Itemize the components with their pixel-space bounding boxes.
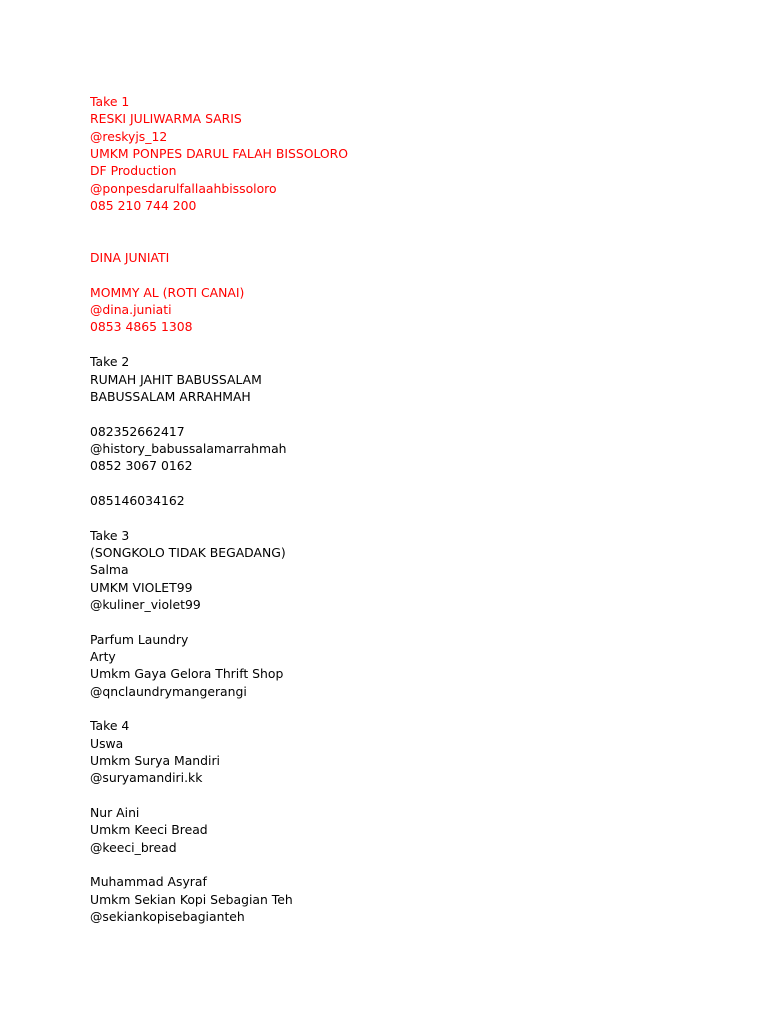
blank-line [90,475,730,492]
text-line: RUMAH JAHIT BABUSSALAM [90,371,262,387]
text-line: Take 1 [90,94,130,109]
text-line: @suryamandiri.kk [90,770,203,786]
text-line: @keeci_bread [90,839,177,855]
text-line: @ponpesdarulfallaahbissoloro [90,180,277,196]
text-line: MOMMY AL (ROTI CANAI) [90,284,245,300]
blank-line [90,509,730,526]
text-line: Umkm Keeci Bread [90,822,208,838]
text-line: Parfum Laundry [90,631,189,647]
blank-line [90,405,730,422]
blank-line [90,336,730,353]
document-body [90,93,730,926]
text-line: Salma [90,562,129,578]
text-line: (SONGKOLO TIDAK BEGADANG) [90,544,286,560]
text-line: UMKM VIOLET99 [90,579,193,595]
text-line: Take 2 [90,354,130,370]
text-line: Umkm Surya Mandiri [90,753,220,769]
text-line: 0853 4865 1308 [90,319,193,335]
blank-line [90,266,730,283]
text-line: 085146034162 [90,492,185,508]
text-line: Nur Aini [90,805,140,821]
blank-line [90,613,730,630]
text-line: @reskyjs_12 [90,128,168,144]
text-line: RESKI JULIWARMA SARIS [90,111,242,127]
text-line: Arty [90,649,116,664]
text-line: 082352662417 [90,423,185,439]
text-line: Umkm Sekian Kopi Sebagian Teh [90,891,293,907]
blank-line [90,232,730,249]
blank-line [90,787,730,804]
text-line: DINA JUNIATI [90,250,170,266]
text-line: @qnclaundrymangerangi [90,683,247,699]
text-line: DF Production [90,163,177,179]
text-line: UMKM PONPES DARUL FALAH BISSOLORO [90,146,349,162]
blank-line [90,856,730,873]
text-line: @history_babussalamarrahmah [90,440,287,456]
text-line: @kuliner_violet99 [90,596,201,612]
text-line: Umkm Gaya Gelora Thrift Shop [90,666,284,682]
text-line: Muhammad Asyraf [90,874,207,890]
text-line: BABUSSALAM ARRAHMAH [90,388,251,404]
text-line: Take 4 [90,718,130,734]
text-line: Uswa [90,735,124,751]
text-line: @sekiankopisebagianteh [90,909,245,925]
text-line: @dina.juniati [90,302,172,318]
text-line: 0852 3067 0162 [90,458,193,474]
blank-line [90,700,730,717]
text-line: 085 210 744 200 [90,198,197,214]
blank-line [90,214,730,231]
text-line: Take 3 [90,527,130,543]
